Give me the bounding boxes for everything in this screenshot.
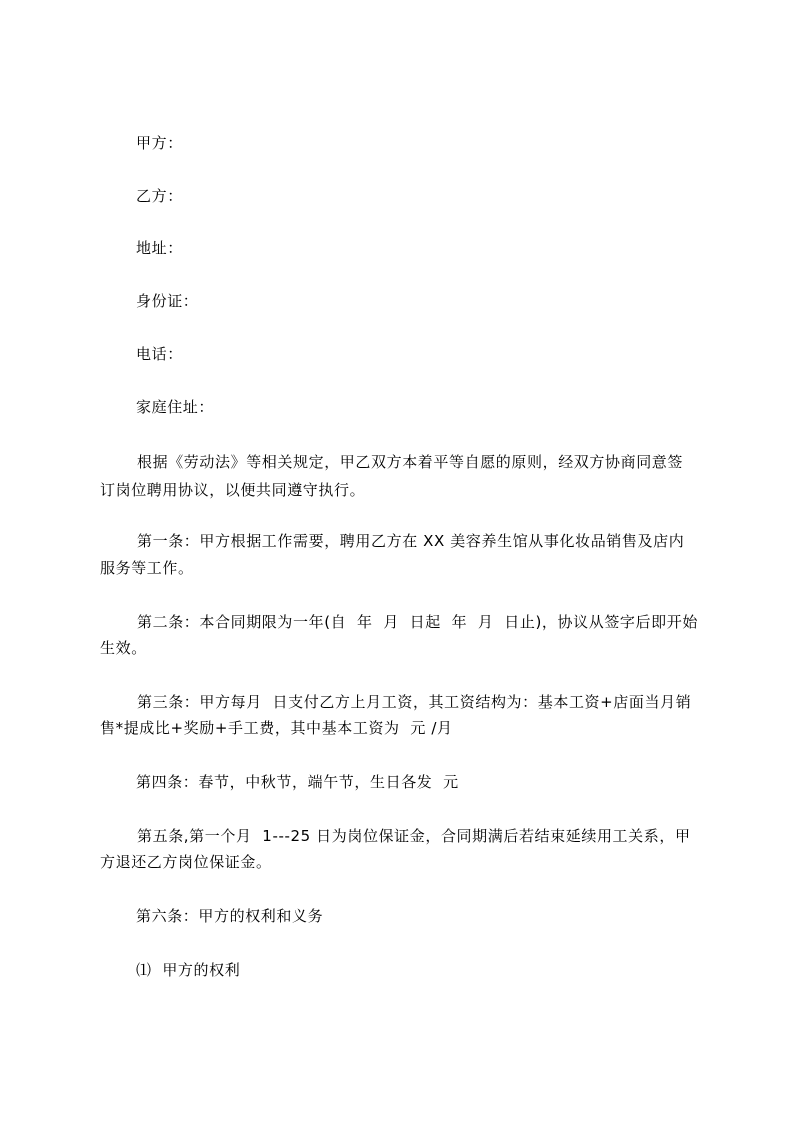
address-label: 地址：	[136, 239, 183, 257]
home-address-label: 家庭住址：	[136, 398, 215, 416]
intro-paragraph-line-2: 订岗位聘用协议，以便共同遵守执行。	[100, 481, 366, 499]
article-5-line-2: 方退还乙方岗位保证金。	[100, 853, 272, 871]
article-2-line-2: 生效。	[100, 639, 147, 657]
intro-paragraph-line-1: 根据《劳动法》等相关规定，甲乙双方本着平等自愿的原则，经双方协商同意签	[137, 453, 684, 471]
article-3-line-2: 售*提成比+奖励+手工费，其中基本工资为 元 /月	[100, 719, 453, 737]
article-4-line-1: 第四条：春节，中秋节，端午节，生日各发 元	[136, 773, 459, 791]
article-6-heading: 第六条：甲方的权利和义务	[136, 907, 324, 925]
id-card-label: 身份证：	[136, 292, 199, 310]
phone-label: 电话：	[136, 345, 183, 363]
party-a-label: 甲方：	[136, 134, 183, 152]
article-3-line-1: 第三条：甲方每月 日支付乙方上月工资，其工资结构为：基本工资+店面当月销	[137, 693, 692, 711]
article-5-line-1: 第五条,第一个月 1---25 日为岗位保证金，合同期满后若结束延续用工关系，甲	[137, 827, 691, 845]
article-1-line-2: 服务等工作。	[100, 559, 194, 577]
article-1-line-1: 第一条：甲方根据工作需要，聘用乙方在 XX 美容养生馆从事化妆品销售及店内	[137, 532, 685, 550]
article-6-1-heading: ⑴ 甲方的权利	[136, 961, 241, 979]
article-2-line-1: 第二条：本合同期限为一年(自 年 月 日起 年 月 日止)，协议从签字后即开始	[137, 613, 698, 631]
party-b-label: 乙方：	[136, 187, 183, 205]
